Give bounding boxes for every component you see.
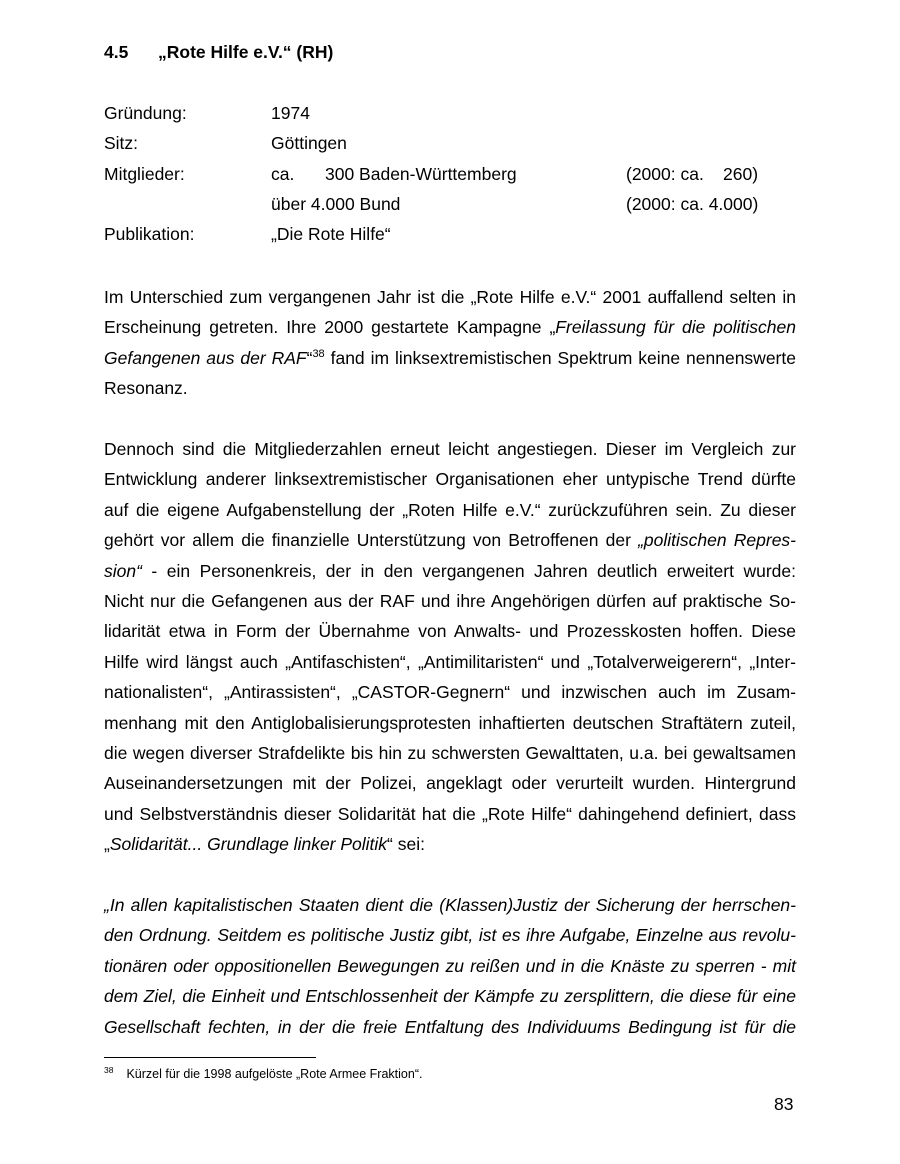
text-line: lidarität etwa in Form der Übernahme von Anwalts- und Prozesskosten hoffen. Diese bbox=[104, 621, 796, 642]
text-line: auf die eigene Aufgabenstellung der „Roten Hilfe e.V.“ zurückzuführen sein. Zu dieser bbox=[104, 499, 796, 520]
seat-value: Göttingen bbox=[271, 133, 347, 153]
text-line: sion“ - ein Personenkreis, der in den vergangenen Jahren deutlich erweitert wurde: bbox=[104, 560, 796, 581]
section-number: 4.5 bbox=[104, 42, 129, 62]
text-line: nationalisten“, „Antirassisten“, „CASTOR-Gegnern“ und inzwischen auch im Zusam- bbox=[104, 682, 796, 703]
text-line: Im Unterschied zum vergangenen Jahr ist die „Rote Hilfe e.V.“ 2001 auffallend selten in bbox=[104, 287, 796, 307]
text-line: gehört vor allem die finanzielle Unterstützung von Betroffenen der „politischen Repres- bbox=[104, 530, 797, 551]
section-title: „Rote Hilfe e.V.“ (RH) bbox=[158, 42, 334, 62]
text-line: Dennoch sind die Mitgliederzahlen erneut leicht angestiegen. Dieser im Vergleich zur bbox=[104, 439, 796, 459]
quote-line: Gesellschaft fechten, in der die freie Entfaltung des Individuums Bedingung ist für die bbox=[104, 1016, 796, 1037]
text-line: „Solidarität... Grundlage linker Politik“ sei: bbox=[104, 834, 425, 855]
text-line: Hilfe wird längst auch „Antifaschisten“, „Antimilitaristen“ und „Totalverweigerern“, „Inter- bbox=[104, 651, 796, 672]
members-bw-prev-value: 260) bbox=[723, 164, 759, 184]
members-fed-value: über 4.000 Bund bbox=[271, 194, 401, 214]
footnote-number: 38 bbox=[104, 1065, 114, 1075]
text-line: Erscheinung getreten. Ihre 2000 gestartete Kampagne „Freilassung für die politischen bbox=[104, 317, 796, 338]
text-line: Auseinandersetzungen mit der Polizei, angeklagt oder verurteilt wurden. Hintergrund bbox=[104, 773, 796, 794]
publication-label: Publikation: bbox=[104, 224, 195, 244]
quote-line: dem Ziel, die Einheit und Entschlossenheit der Kämpfe zu zersplittern, die diese für eine bbox=[104, 986, 796, 1007]
section-heading bbox=[104, 40, 333, 64]
publication-value: „Die Rote Hilfe“ bbox=[271, 224, 391, 244]
quote-line: tionären oder oppositionellen Bewegungen zu reißen und in die Knäste zu sperren - mit bbox=[104, 955, 796, 976]
members-bw-prev-prefix: (2000: ca. bbox=[626, 164, 704, 184]
text-line: die wegen diverser Strafdelikte bis hin zu schwersten Gewalttaten, u.a. bei gewaltsamen bbox=[104, 742, 796, 763]
text-line: Entwicklung anderer linksextremistischer Organisationen eher untypische Trend dürfte bbox=[104, 469, 796, 490]
members-label: Mitglieder: bbox=[104, 164, 185, 184]
text-line: Resonanz. bbox=[104, 378, 188, 399]
footnote-text: Kürzel für die 1998 aufgelöste „Rote Armee Fraktion“. bbox=[126, 1067, 423, 1081]
quote-line: „In allen kapitalistischen Staaten dient die (Klassen)Justiz der Sicherung der herrschen- bbox=[104, 895, 796, 915]
members-bw-value: 300 Baden-Württemberg bbox=[325, 164, 517, 184]
members-bw-prefix: ca. bbox=[271, 164, 295, 184]
footnote bbox=[104, 1066, 422, 1082]
block-quote bbox=[104, 890, 796, 1042]
page-number: 83 bbox=[774, 1094, 794, 1114]
text-line: und Selbstverständnis dieser Solidarität hat die „Rote Hilfe“ dahingehend definiert, dass bbox=[104, 803, 796, 824]
text-line: menhang mit den Antiglobalisierungsprotesten inhaftierten deutschen Straftätern zuteil, bbox=[104, 712, 796, 733]
founding-value: 1974 bbox=[271, 103, 310, 123]
footnote-divider bbox=[104, 1057, 316, 1058]
footnote-ref: 38 bbox=[312, 347, 325, 360]
text-line: Nicht nur die Gefangenen aus der RAF und ihre Angehörigen dürfen auf praktische So- bbox=[104, 590, 796, 611]
members-fed-prev: (2000: ca. 4.000) bbox=[626, 194, 759, 214]
paragraph-1 bbox=[104, 282, 796, 404]
quote-line: den Ordnung. Seitdem es politische Justiz gibt, ist es ihre Aufgabe, Einzelne aus revolu- bbox=[104, 925, 796, 946]
founding-label: Gründung: bbox=[104, 103, 187, 123]
text-line: Gefangenen aus der RAF“$^{38}$ fand im linksextremistischen Spektrum keine nennenswerte bbox=[104, 347, 796, 368]
paragraph-2 bbox=[104, 434, 796, 859]
seat-label: Sitz: bbox=[104, 133, 139, 153]
